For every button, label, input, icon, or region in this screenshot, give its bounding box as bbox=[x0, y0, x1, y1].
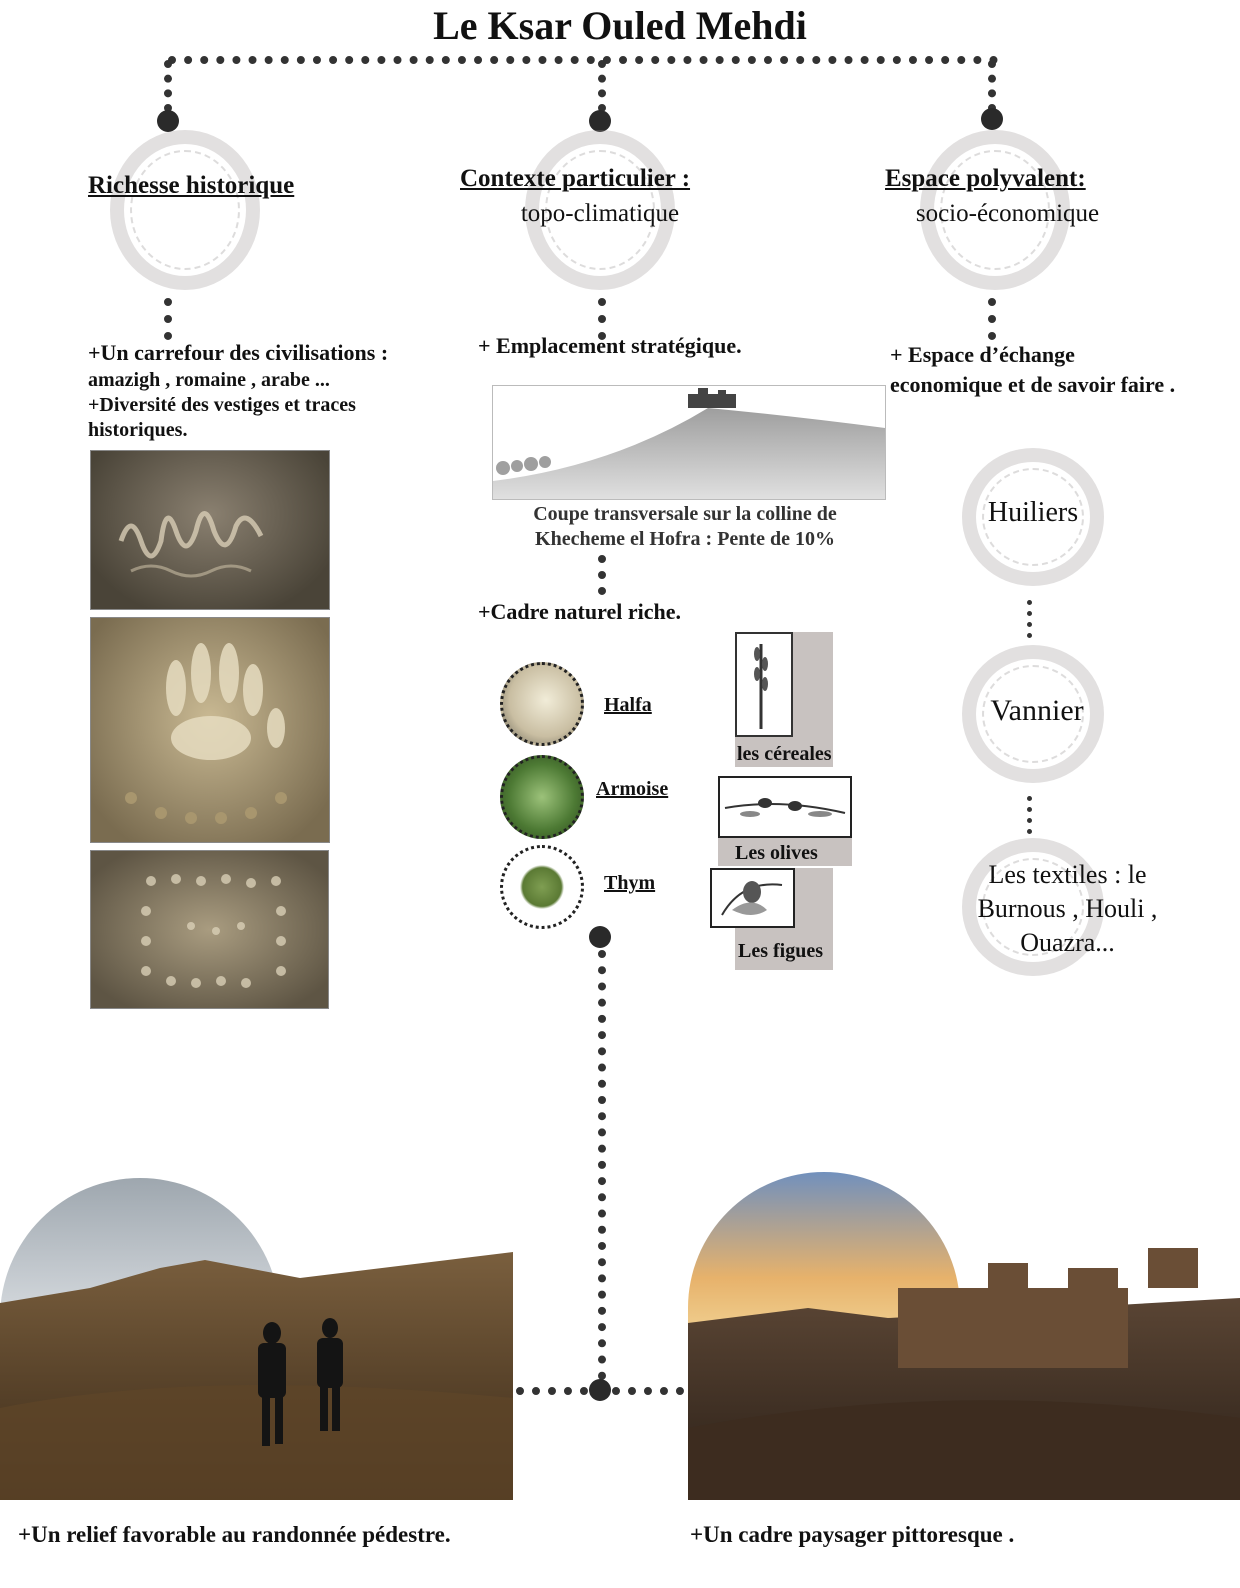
header-ring-left bbox=[110, 130, 260, 290]
hill-section-caption: Coupe transversale sur la colline de Khecheme el Hofra : Pente de 10% bbox=[533, 503, 837, 550]
craft-huiliers-label: Huiliers bbox=[987, 497, 1079, 528]
connector-right bbox=[988, 60, 996, 112]
wheat-icon bbox=[735, 632, 793, 737]
hill-profile-icon bbox=[493, 386, 885, 499]
node-left bbox=[157, 110, 179, 132]
plant-halfa-image bbox=[500, 662, 584, 746]
crop-olives-label: Les olives bbox=[735, 842, 818, 864]
subheading-topo-climatique: topo-climatique bbox=[520, 200, 680, 227]
connector-right-crafts-1 bbox=[1027, 600, 1032, 638]
plant-thym-image bbox=[500, 845, 584, 929]
connector-left bbox=[164, 60, 172, 112]
plant-armoise-label: Armoise bbox=[596, 778, 669, 800]
craft-textiles-label: Les textiles : le Burnous , Houli , Ouazra... bbox=[977, 860, 1158, 957]
connector-center-mid bbox=[598, 555, 606, 595]
connector-bottom-right bbox=[612, 1387, 684, 1395]
connector-center bbox=[598, 60, 606, 112]
photo-engraving-2 bbox=[90, 617, 330, 843]
connector-bottom-left bbox=[516, 1387, 588, 1395]
subheading-socio-economique: socio-économique bbox=[915, 200, 1100, 227]
engraving-script-icon bbox=[91, 451, 329, 609]
plant-armoise-image bbox=[500, 755, 584, 839]
connector-left-lower bbox=[164, 298, 172, 340]
bullet-civilisations-detail: amazigh , romaine , arabe ... bbox=[88, 369, 330, 391]
olive-branch-icon bbox=[718, 776, 852, 838]
photo-engraving-1 bbox=[90, 450, 330, 610]
caption-cadre-paysager: +Un cadre paysager pittoresque . bbox=[690, 1522, 1015, 1547]
node-center-lower bbox=[589, 926, 611, 948]
bullet-carrefour: +Un carrefour des civilisations : bbox=[88, 340, 389, 365]
bullet-cadre-naturel: +Cadre naturel riche. bbox=[478, 599, 681, 624]
engraving-hand-icon bbox=[91, 618, 329, 842]
node-center bbox=[589, 110, 611, 132]
node-bottom bbox=[589, 1379, 611, 1401]
crop-figues-label: Les figues bbox=[738, 940, 823, 962]
connector-right-lower bbox=[988, 298, 996, 340]
crop-cereales-label: les céreales bbox=[737, 743, 832, 765]
hill-cross-section bbox=[492, 385, 886, 500]
page-title: Le Ksar Ouled Mehdi bbox=[433, 3, 807, 48]
bullet-espace-echange: + Espace d’échange economique et de savoir faire . bbox=[890, 342, 1176, 397]
bullet-emplacement: + Emplacement stratégique. bbox=[478, 333, 742, 358]
plant-thym-label: Thym bbox=[604, 872, 656, 894]
heading-contexte-particulier: Contexte particulier : bbox=[460, 165, 691, 192]
top-connector bbox=[168, 56, 998, 64]
engraving-dots-icon bbox=[91, 851, 328, 1008]
heading-richesse-historique: Richesse historique bbox=[88, 172, 295, 199]
bullet-vestiges: +Diversité des vestiges et traces historiques. bbox=[88, 394, 356, 441]
caption-relief: +Un relief favorable au randonnée pédestre. bbox=[18, 1522, 451, 1547]
connector-center-long bbox=[598, 950, 606, 1380]
plant-halfa-label: Halfa bbox=[604, 694, 652, 716]
photo-hikers bbox=[0, 1168, 513, 1500]
fig-icon bbox=[710, 868, 795, 928]
connector-right-crafts-2 bbox=[1027, 796, 1032, 834]
node-right bbox=[981, 108, 1003, 130]
photo-ksar-sunset bbox=[688, 1168, 1240, 1500]
heading-espace-polyvalent: Espace polyvalent: bbox=[885, 165, 1086, 192]
photo-engraving-3 bbox=[90, 850, 329, 1009]
craft-vannier-label: Vannier bbox=[990, 694, 1084, 727]
